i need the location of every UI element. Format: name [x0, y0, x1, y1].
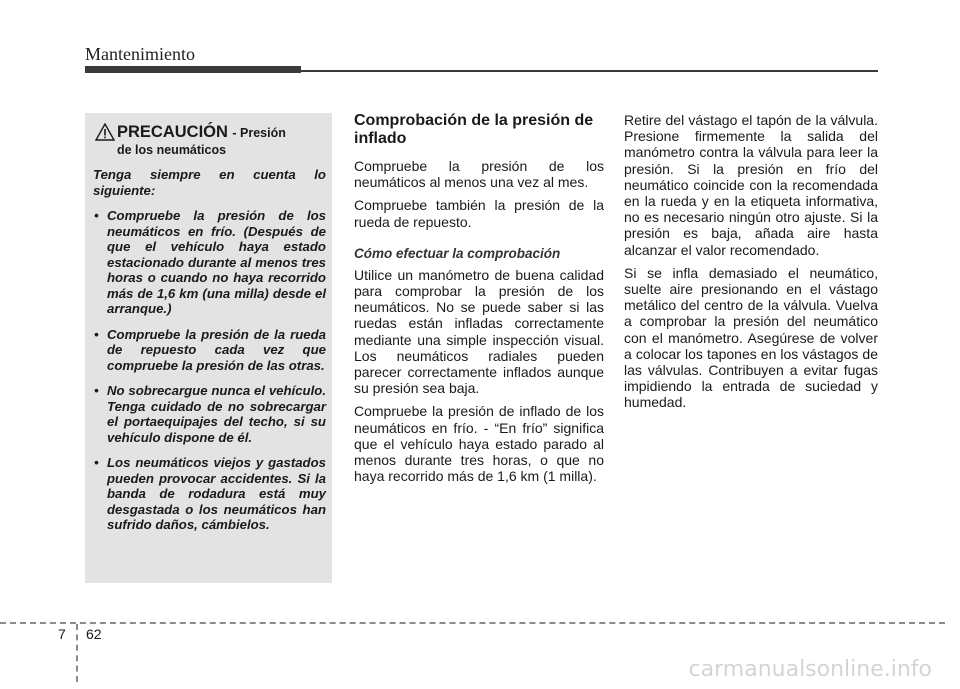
page-number: 62 — [86, 626, 102, 642]
paragraph: Compruebe también la presión de la rueda de repuesto. — [354, 197, 604, 230]
caution-body — [93, 167, 326, 533]
caution-bullet — [93, 383, 326, 445]
paragraph: Si se infla demasiado el neumático, suelte aire presionando en el vástago metálico del centro de la válvula. Vuelva a comprobar la presión del neumático con el manómetro. Asegúrese de volver a colocar los tapones en los vástagos de las válvulas. Contribuyen a evitar fugas impidiendo la entrada de suciedad y humedad. — [624, 264, 878, 411]
bullet-dot: • — [94, 326, 99, 342]
chapter-number: 7 — [58, 626, 66, 642]
right-column — [624, 112, 878, 418]
page-header-title: Mantenimiento — [85, 44, 195, 64]
paragraph: Compruebe la presión de los neumáticos al menos una vez al mes. — [354, 158, 604, 191]
caution-subtitle-line2: de los neumáticos — [117, 143, 227, 157]
footer-divider — [0, 622, 945, 624]
subsection-title: Cómo efectuar la comprobación — [354, 245, 561, 261]
caution-bullet-text: No sobrecargue nunca el vehículo. Tenga cuidado de no sobrecargar el portaequipajes del techo, si su vehículo dispone de él. — [107, 383, 326, 445]
paragraph: Compruebe la presión de inflado de los neumáticos en frío. - “En frío” significa que el vehículo haya estado parado al menos durante tres horas, o que no haya recorrido más de 1,6 km (1 milla). — [354, 403, 604, 485]
caution-subtitle: - Presión — [232, 126, 286, 140]
footer-vertical-divider — [76, 624, 78, 682]
paragraph: Utilice un manómetro de buena calidad para comprobar la presión de los neumáticos. No se puede saber si las ruedas están infladas correctamente mediante una simple inspección visual. Los neumáticos radiales pueden parecer correctamente inflados aunque su presión sea baja. — [354, 266, 604, 397]
caution-bullet-text: Los neumáticos viejos y gastados pueden provocar accidentes. Si la banda de rodadura está muy desgastada o los neumáticos han sufrido daños, cámbielos. — [107, 455, 326, 532]
bullet-dot: • — [94, 208, 99, 223]
caution-title: PRECAUCIÓN — [117, 123, 228, 141]
caution-bullet-text: Compruebe la presión de la rueda de repuesto cada vez que compruebe la presión de las otras. — [107, 326, 326, 373]
bullet-dot: • — [94, 455, 99, 470]
bullet-dot: • — [94, 383, 99, 398]
header-rule — [300, 70, 878, 72]
caution-box — [85, 113, 332, 583]
section-title: Comprobación de la presión de inflado — [354, 112, 594, 147]
watermark: carmanualsonline.info — [688, 657, 932, 682]
caution-bullet — [93, 208, 326, 317]
caution-bullet — [93, 455, 326, 533]
header-bar-thick — [85, 66, 301, 73]
paragraph: Retire del vástago el tapón de la válvula. Presione firmemente la salida del manómetro contra la válvula para leer la presión. Si la presión en frío del neumático coincide con la recomendada en la rueda y en la etiqueta informativa, no es necesario ningún otro ajuste. Si la presión es baja, añada aire hasta alcanzar el valor recomendado. — [624, 112, 878, 258]
caution-bullet — [93, 327, 326, 374]
caution-intro: Tenga siempre en cuenta lo siguiente: — [93, 167, 326, 198]
caution-heading — [93, 123, 326, 157]
warning-triangle-icon — [95, 123, 115, 141]
caution-bullet-list — [93, 208, 326, 533]
middle-column — [354, 112, 604, 491]
caution-bullet-text: Compruebe la presión de los neumáticos en frío. (Después de que el vehículo haya estado estacionado durante al menos tres horas o cuando no haya recorrido más de 1,6 km (una milla) desde el arranque.) — [107, 208, 326, 316]
